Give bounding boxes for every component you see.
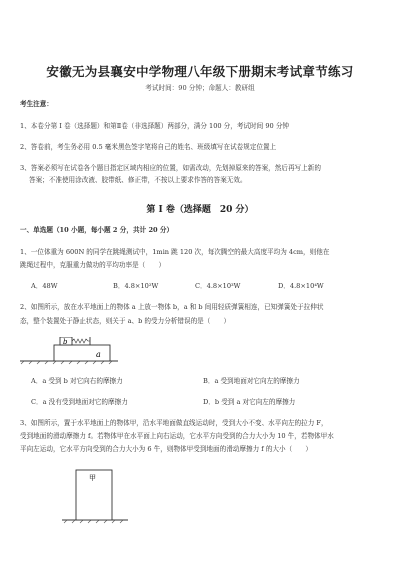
page-title: 安徽无为县襄安中学物理八年级下册期末考试章节练习: [46, 64, 354, 79]
q1-option-a[interactable]: A．48W: [31, 282, 58, 290]
q1-line-1: 1、一位体重为 600N 的同学在跳绳测试中，1min 跳 120 次，每次腾空的最大高度平均为 4cm，则他在: [20, 248, 330, 256]
q3-line-2: 受到地面的滑动摩擦力 f。若物体甲在水平面上向右运动，它水平方向受到的合力大小为 10 牛，若物体甲水: [20, 432, 334, 440]
block-a-label: a: [96, 350, 101, 359]
q1-option-b[interactable]: B．4.8×10²W: [113, 282, 159, 290]
notice-item-3-cont: 答案；不准使用涂改液、胶带纸、修正带，不按以上要求作答的答案无效。: [29, 176, 247, 184]
notice-item-1: 1、本卷分第 I 卷（选择题）和第Ⅱ卷（非选择题）两部分，满分 100 分，考试时间 90 分钟: [20, 122, 290, 130]
q1-option-d[interactable]: D．4.8×10⁴W: [278, 282, 324, 290]
q1-line-2: 跳绳过程中，克服重力做功的平均功率是（ ）: [20, 261, 166, 269]
block-a: [54, 345, 110, 361]
spring: [72, 339, 90, 343]
q2-option-c[interactable]: C．a 没有受到地面对它的摩擦力: [31, 398, 128, 406]
q3-line-1: 3、如图所示，置于水平地面上的物体甲，沿水平地面做直线运动时，受到大小不变、水平向左的拉力 F，: [20, 419, 328, 427]
q2-option-b[interactable]: B．a 受到地面对它向左的摩擦力: [203, 377, 300, 385]
q1-option-c[interactable]: C．4.8×10³W: [195, 282, 241, 290]
notice-item-2: 2、答卷前，考生务必用 0.5 毫米黑色签字笔将自己的姓名、班级填写在试卷规定位置上: [20, 143, 277, 151]
notice-item-3: 3、答案必须写在试卷各个题目指定区域内相应的位置，如需改动，先划掉原来的答案，然后再写上新的: [20, 164, 321, 172]
q2-option-a[interactable]: A．a 受到 b 对它向右的摩擦力: [31, 377, 123, 385]
q2-line-1: 2、如图所示，放在水平地面上的物体 a 上放一物体 b，a 和 b 间用轻质弹簧相连，已知弹簧处于拉伸状: [20, 303, 324, 311]
q2-line-2: 态，整个装置处于静止状态，则关于 a、b 的受力分析错误的是（ ）: [20, 317, 231, 325]
q3-line-3: 平向左运动，它水平方向受到的合力大小为 6 牛，则物体甲受到地面的滑动摩擦力 f 的大小（ ）: [20, 445, 312, 453]
block-jia-label: 甲: [89, 474, 96, 482]
part-heading: 一、单选题（10 小题，每小题 2 分，共计 20 分）: [20, 226, 174, 234]
q3-figure: [62, 466, 132, 530]
q2-option-d[interactable]: D．b 受到 a 对它向左的摩擦力: [203, 398, 296, 406]
section-title: 第 I 卷（选择题 20 分）: [146, 205, 254, 215]
q2-figure: [20, 337, 120, 365]
notice-heading: 考生注意：: [20, 100, 53, 108]
block-b-label: b: [63, 338, 68, 346]
exam-info: 考试时间：90 分钟；命题人：教研组: [145, 84, 255, 92]
